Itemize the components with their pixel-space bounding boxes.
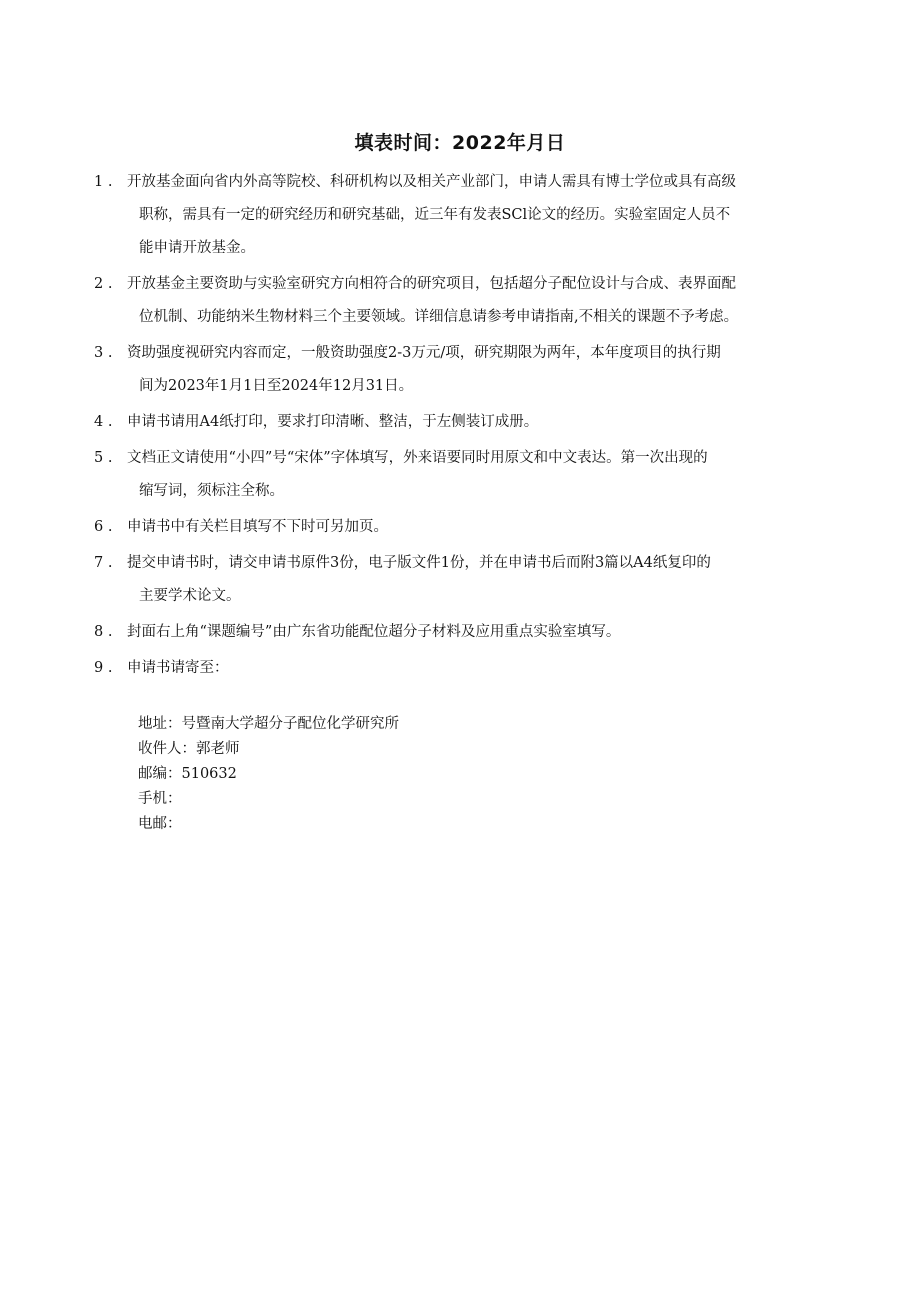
item-line: 资助强度视研究内容而定，一般资助强度2-3万元/项，研究期限为两年，本年度项目的执行期 [127, 345, 721, 361]
item-number: 2 . [94, 276, 113, 292]
item-number: 5 . [94, 450, 113, 466]
item-number: 6 . [94, 519, 113, 535]
item-text [127, 511, 854, 544]
email-line: 电邮： [138, 816, 182, 832]
item-line: 主要学术论文。 [139, 588, 241, 604]
list-item [94, 547, 854, 613]
item-number: 1 . [94, 174, 113, 190]
item-text [127, 337, 854, 403]
item-number: 7 . [94, 555, 113, 571]
item-line: 申请书中有关栏目填写不下时可另加页。 [127, 519, 388, 535]
item-line: 封面右上角“课题编号”由广东省功能配位超分子材料及应用重点实验室填写。 [127, 624, 621, 640]
list-item [94, 442, 854, 508]
list-item [94, 652, 854, 685]
item-text [127, 547, 854, 613]
item-line: 缩写词，须标注全称。 [139, 483, 284, 499]
recipient-line: 收件人：郭老师 [138, 741, 240, 757]
item-line: 开放基金主要资助与实验室研究方向相符合的研究项目，包括超分子配位设计与合成、表界面配 [127, 276, 736, 292]
item-line: 间为2023年1月1日至2024年12月31日。 [139, 378, 414, 394]
item-number: 3 . [94, 345, 113, 361]
list-item [94, 166, 854, 265]
list-item [94, 337, 854, 403]
address-line: 地址：号暨南大学超分子配位化学研究所 [138, 716, 399, 732]
postcode-line: 邮编：510632 [138, 766, 237, 782]
item-text [127, 442, 854, 508]
phone-line: 手机： [138, 791, 182, 807]
item-number: 4 . [94, 414, 113, 430]
item-line: 申请书请寄至： [127, 660, 229, 676]
item-text [127, 406, 854, 439]
item-line: 职称，需具有一定的研究经历和研究基础，近三年有发表SCl论文的经历。实验室固定人员不 [139, 207, 731, 223]
fill-date-title: 填表时间：2022年月日 [354, 132, 566, 154]
item-text [127, 652, 854, 685]
list-item [94, 511, 854, 544]
instructions-list [94, 166, 854, 688]
list-item [94, 268, 854, 334]
mailing-address-block [138, 712, 399, 837]
item-number: 8 . [94, 624, 113, 640]
item-text [127, 616, 854, 649]
list-item [94, 616, 854, 649]
item-text [127, 166, 854, 265]
item-line: 提交申请书时，请交申请书原件3份，电子版文件1份，并在申请书后而附3篇以A4纸复印的 [127, 555, 711, 571]
item-number: 9 . [94, 660, 113, 676]
item-line: 位机制、功能纳米生物材料三个主要领域。详细信息请参考申请指南,不相关的课题不予考虑。 [139, 309, 739, 325]
item-line: 文档正文请使用“小四”号“宋体”字体填写，外来语要同时用原文和中文表达。第一次出现的 [127, 450, 708, 466]
item-line: 开放基金面向省内外高等院校、科研机构以及相关产业部门，申请人需具有博士学位或具有高级 [127, 174, 736, 190]
item-text [127, 268, 854, 334]
list-item [94, 406, 854, 439]
item-line: 能申请开放基金。 [139, 240, 255, 256]
item-line: 申请书请用A4纸打印，要求打印清晰、整洁，于左侧装订成册。 [127, 414, 539, 430]
